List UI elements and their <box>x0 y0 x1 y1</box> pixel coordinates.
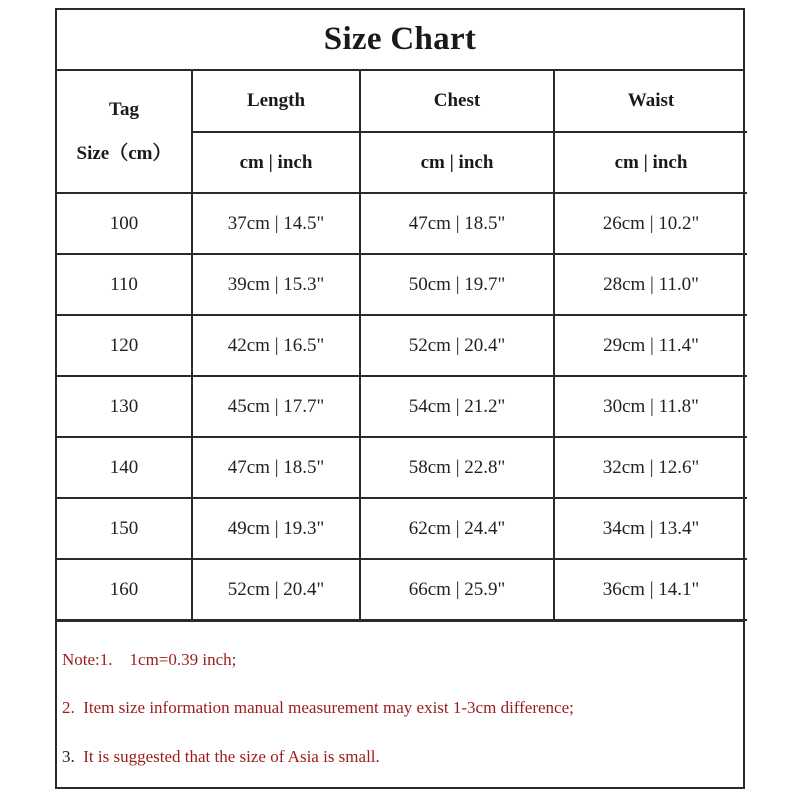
note-3 <box>62 747 380 767</box>
length-cell: 49cm | 19.3" <box>192 498 360 559</box>
chart-title: Size Chart <box>57 10 743 71</box>
length-cell: 42cm | 16.5" <box>192 315 360 376</box>
tag-size-header <box>57 71 192 193</box>
note-2: 2. Item size information manual measurement may exist 1-3cm difference; <box>62 698 574 717</box>
tag-size-cell: 120 <box>57 315 192 376</box>
tag-size-cell: 140 <box>57 437 192 498</box>
note-3-text: It is suggested that the size of Asia is small. <box>74 747 380 766</box>
table-row <box>57 559 747 620</box>
waist-cell: 29cm | 11.4" <box>554 315 747 376</box>
chest-unit-header: cm | inch <box>360 132 554 193</box>
waist-cell: 34cm | 13.4" <box>554 498 747 559</box>
tag-size-cell: 150 <box>57 498 192 559</box>
size-table <box>57 71 747 621</box>
waist-cell: 30cm | 11.8" <box>554 376 747 437</box>
tag-size-cell: 130 <box>57 376 192 437</box>
chest-cell: 50cm | 19.7" <box>360 254 554 315</box>
note-1: Note:1. 1cm=0.39 inch; <box>62 650 237 669</box>
note-3-number: 3. <box>62 747 75 766</box>
length-cell: 47cm | 18.5" <box>192 437 360 498</box>
tag-size-cell: 110 <box>57 254 192 315</box>
table-row <box>57 193 747 254</box>
table-row <box>57 254 747 315</box>
length-cell: 37cm | 14.5" <box>192 193 360 254</box>
table-row <box>57 498 747 559</box>
notes-section <box>57 620 743 789</box>
chest-cell: 47cm | 18.5" <box>360 193 554 254</box>
tag-size-cell: 100 <box>57 193 192 254</box>
chest-cell: 58cm | 22.8" <box>360 437 554 498</box>
length-cell: 52cm | 20.4" <box>192 559 360 620</box>
tag-header-line2: Size（cm） <box>76 142 172 164</box>
length-header: Length <box>192 71 360 132</box>
chest-header: Chest <box>360 71 554 132</box>
waist-unit-header: cm | inch <box>554 132 747 193</box>
length-unit-header: cm | inch <box>192 132 360 193</box>
table-row <box>57 315 747 376</box>
header-row-labels <box>57 71 747 132</box>
chest-cell: 52cm | 20.4" <box>360 315 554 376</box>
waist-cell: 28cm | 11.0" <box>554 254 747 315</box>
chest-cell: 54cm | 21.2" <box>360 376 554 437</box>
waist-cell: 32cm | 12.6" <box>554 437 747 498</box>
waist-cell: 26cm | 10.2" <box>554 193 747 254</box>
waist-header: Waist <box>554 71 747 132</box>
table-row <box>57 376 747 437</box>
table-row <box>57 437 747 498</box>
chest-cell: 66cm | 25.9" <box>360 559 554 620</box>
chest-cell: 62cm | 24.4" <box>360 498 554 559</box>
tag-size-cell: 160 <box>57 559 192 620</box>
waist-cell: 36cm | 14.1" <box>554 559 747 620</box>
length-cell: 39cm | 15.3" <box>192 254 360 315</box>
size-chart <box>55 8 745 789</box>
length-cell: 45cm | 17.7" <box>192 376 360 437</box>
tag-header-line1: Tag <box>109 98 139 120</box>
